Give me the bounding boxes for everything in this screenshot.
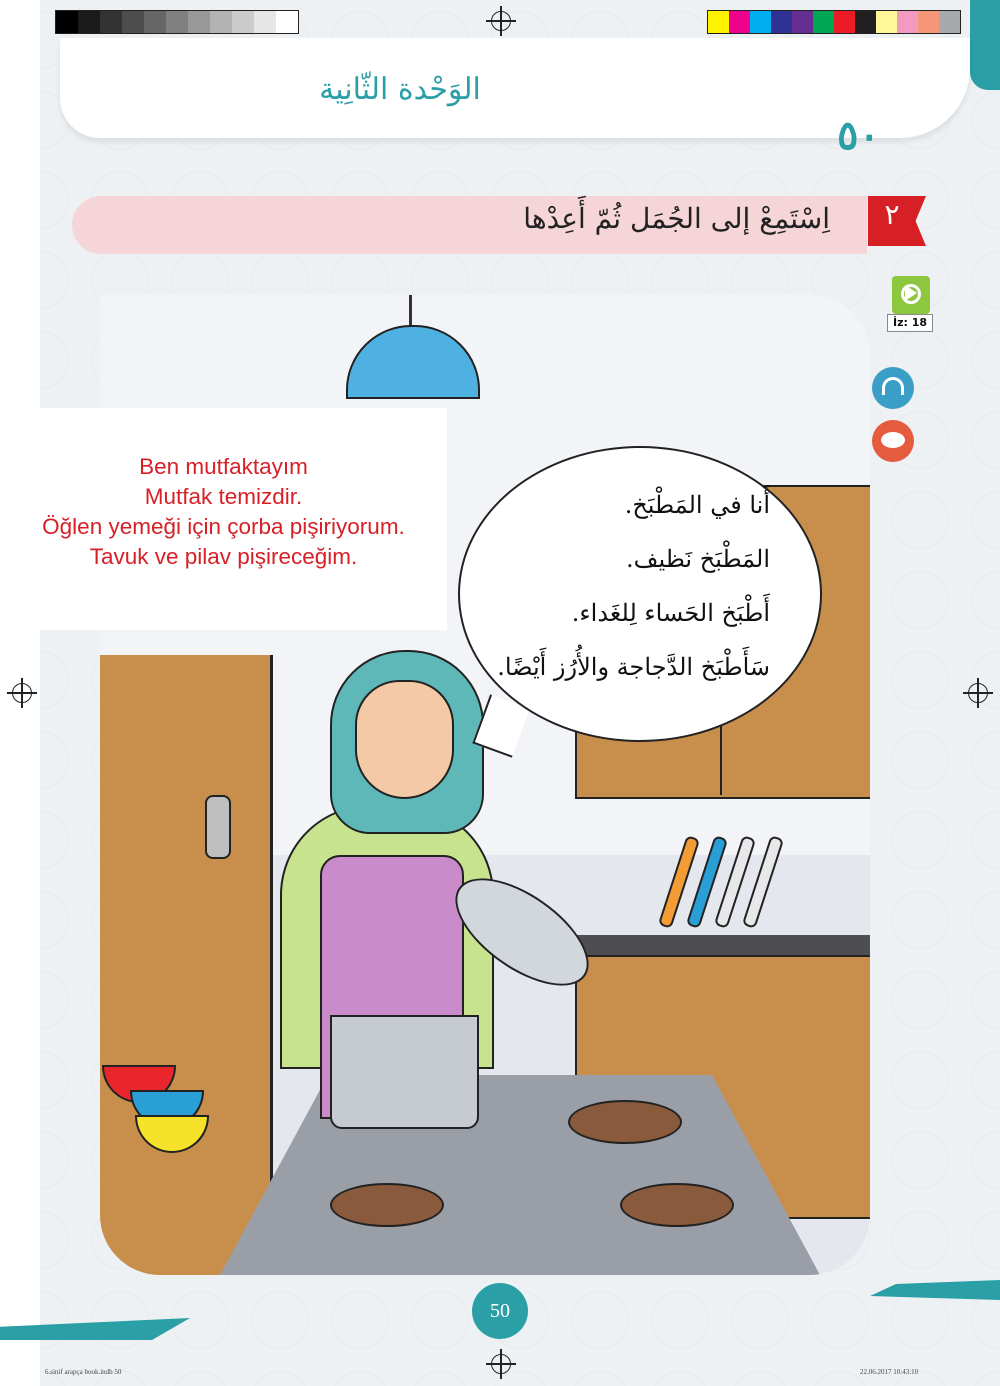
burner bbox=[330, 1183, 444, 1227]
print-timestamp: 22.06.2017 10:43:10 bbox=[860, 1368, 919, 1376]
gray-swatch bbox=[56, 11, 78, 33]
play-triangle bbox=[905, 285, 917, 301]
speech-bubble-icon[interactable] bbox=[872, 420, 914, 462]
color-swatch bbox=[792, 11, 813, 33]
door-handle bbox=[205, 795, 231, 859]
arabic-sentences bbox=[470, 478, 770, 694]
registration-mark-icon bbox=[491, 1354, 511, 1374]
turkish-line: Ben mutfaktayım bbox=[139, 454, 308, 479]
gray-swatch bbox=[210, 11, 232, 33]
face bbox=[355, 680, 454, 799]
color-swatch bbox=[729, 11, 750, 33]
turkish-line: Öğlen yemeği için çorba pişiriyorum. bbox=[42, 514, 405, 539]
arabic-line: أَطْبَخ الحَساء لِلغَداء. bbox=[571, 599, 770, 627]
kitchen-door bbox=[100, 655, 273, 1275]
gray-swatch bbox=[166, 11, 188, 33]
arabic-line: أَنا في المَطْبَخ. bbox=[624, 491, 770, 519]
exercise-number: ٢ bbox=[884, 198, 900, 231]
color-swatch bbox=[918, 11, 939, 33]
turkish-translation bbox=[0, 452, 447, 572]
arabic-line: سَأَطْبَخ الدَّجاجة والأُرُز أَيْضًا. bbox=[497, 653, 770, 681]
lamp-cord bbox=[409, 295, 412, 327]
gray-calibration-bar bbox=[55, 10, 299, 34]
turkish-line: Mutfak temizdir. bbox=[144, 484, 303, 509]
gray-swatch bbox=[188, 11, 210, 33]
page-number-arabic: ٥٠ bbox=[837, 112, 880, 159]
color-swatch bbox=[897, 11, 918, 33]
page-number: 50 bbox=[472, 1283, 528, 1339]
color-calibration-bar bbox=[707, 10, 961, 34]
color-swatch bbox=[876, 11, 897, 33]
color-swatch bbox=[813, 11, 834, 33]
gray-swatch bbox=[254, 11, 276, 33]
headphone-icon[interactable] bbox=[872, 367, 914, 409]
color-swatch bbox=[939, 11, 960, 33]
dish-rack bbox=[652, 835, 792, 945]
arabic-line: المَطْبَخ نَظيف. bbox=[626, 545, 770, 573]
burner bbox=[568, 1100, 682, 1144]
instruction-text: اِسْتَمِعْ إلى الجُمَل ثُمّ أَعِدْها bbox=[523, 202, 830, 235]
unit-title: الوَحْدة الثّانِية bbox=[319, 72, 481, 107]
gray-swatch bbox=[100, 11, 122, 33]
gray-swatch bbox=[232, 11, 254, 33]
color-swatch bbox=[708, 11, 729, 33]
color-swatch bbox=[834, 11, 855, 33]
registration-mark-icon bbox=[12, 683, 32, 703]
ceiling-lamp bbox=[346, 325, 480, 399]
registration-mark-icon bbox=[968, 683, 988, 703]
gray-swatch bbox=[276, 11, 298, 33]
gray-swatch bbox=[144, 11, 166, 33]
cooking-pot bbox=[330, 1015, 479, 1129]
burner bbox=[620, 1183, 734, 1227]
turkish-line: Tavuk ve pilav pişireceğim. bbox=[89, 544, 358, 569]
gray-swatch bbox=[122, 11, 144, 33]
color-swatch bbox=[771, 11, 792, 33]
color-swatch bbox=[750, 11, 771, 33]
track-label: İz: 18 bbox=[887, 314, 933, 332]
gray-swatch bbox=[78, 11, 100, 33]
color-swatch bbox=[855, 11, 876, 33]
registration-mark-icon bbox=[491, 11, 511, 31]
file-info: 6.sinif arapça book.indb 50 bbox=[45, 1368, 122, 1376]
top-right-tab bbox=[970, 0, 1000, 90]
